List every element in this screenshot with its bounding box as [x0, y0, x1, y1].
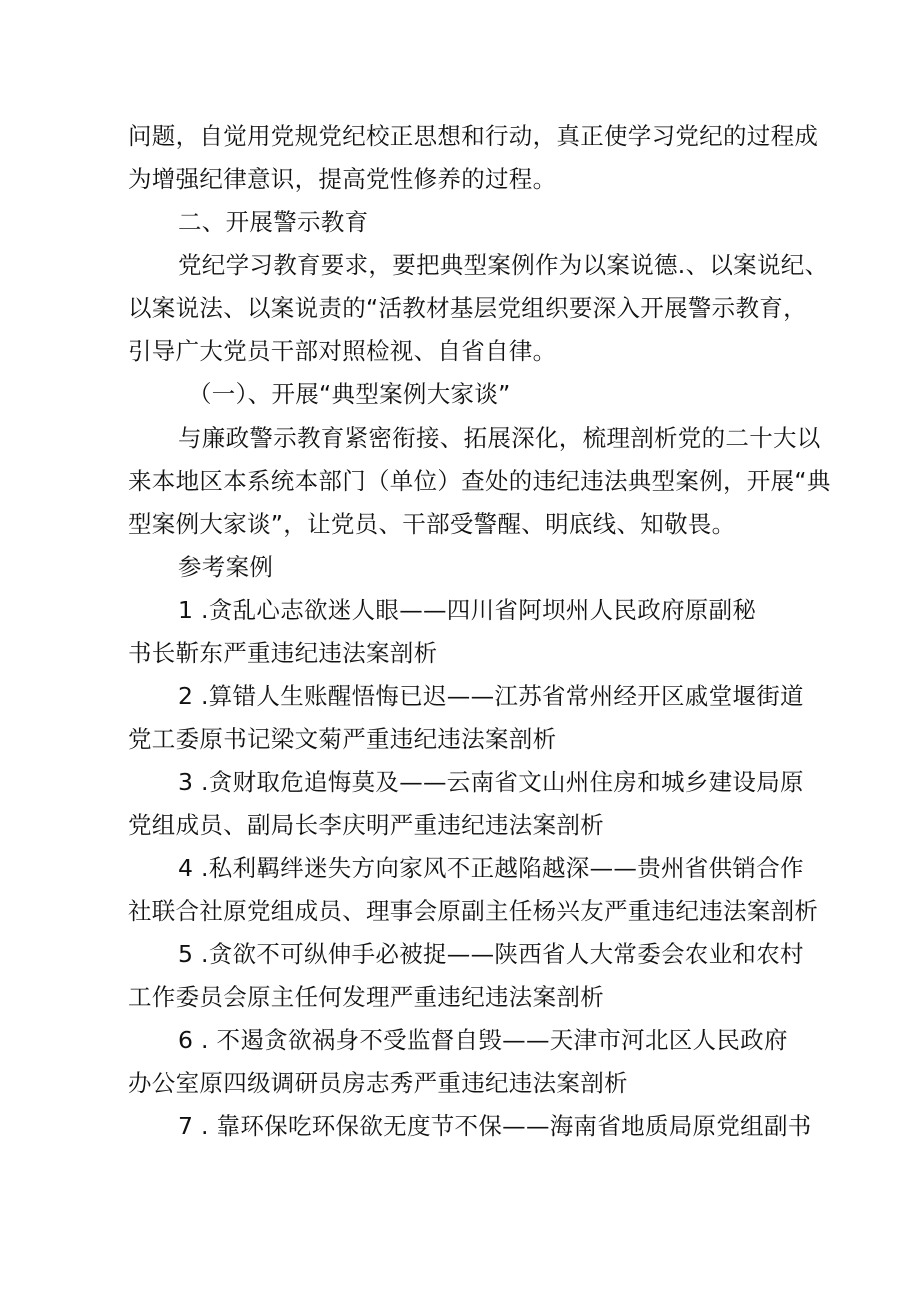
section-heading-2: 二、开展警示教育 — [178, 208, 369, 236]
paragraph-2-line-1: 党纪学习教育要求，要把典型案例作为以案说德.、以案说纪、 — [178, 251, 829, 279]
paragraph-3-line-1: 与廉政警示教育紧密衔接、拓展深化，梳理剖析党的二十大以 — [178, 424, 821, 452]
case-5-line-2: 工作委员会原主任何发理严重违纪违法案剖析 — [128, 983, 604, 1011]
paragraph-2-line-3: 引导广大党员干部对照检视、自省自律。 — [128, 337, 557, 365]
case-5-line-1: 5 .贪欲不可纵伸手必被捉——陕西省人大常委会农业和农村 — [178, 940, 804, 968]
paragraph-3-line-3: 型案例大家谈”，让党员、干部受警醒、明底线、知敬畏。 — [128, 510, 736, 538]
paragraph-1-line-2: 为增强纪律意识，提高党性修养的过程。 — [128, 165, 557, 193]
case-3-line-1: 3 .贪财取危追悔莫及——云南省文山州住房和城乡建设局原 — [178, 768, 804, 796]
case-1-line-1: 1 .贪乱心志欲迷人眼——四川省阿坝州人民政府原副秘 — [178, 596, 757, 624]
case-2-line-2: 党工委原书记梁文菊严重违纪违法案剖析 — [128, 725, 557, 753]
reference-cases-heading: 参考案例 — [178, 553, 274, 581]
case-6-line-1: 6 . 不遏贪欲祸身不受监督自毁——天津市河北区人民政府 — [178, 1026, 788, 1054]
subheading-1: （一）、开展“典型案例大家谈” — [188, 380, 511, 408]
case-7-line-1: 7 . 靠环保吃环保欲无度节不保——海南省地质局原党组副书 — [178, 1112, 812, 1140]
paragraph-2-line-2: 以案说法、以案说责的“活教材基层党组织要深入开展警示教育， — [128, 294, 807, 322]
case-4-line-2: 社联合社原党组成员、理事会原副主任杨兴友严重违纪违法案剖析 — [128, 897, 819, 925]
case-4-line-1: 4 .私利羁绊迷失方向家风不正越陷越深——贵州省供销合作 — [178, 854, 804, 882]
case-3-line-2: 党组成员、副局长李庆明严重违纪违法案剖析 — [128, 811, 604, 839]
paragraph-1-line-1: 问题，自觉用党规党纪校正思想和行动，真正使学习党纪的过程成 — [128, 122, 819, 150]
case-2-line-1: 2 .算错人生账醒悟悔已迟——江苏省常州经开区戚堂堰街道 — [178, 682, 804, 710]
case-6-line-2: 办公室原四级调研员房志秀严重违纪违法案剖析 — [128, 1069, 628, 1097]
case-1-line-2: 书长靳东严重违纪违法案剖析 — [128, 639, 438, 667]
paragraph-3-line-2: 来本地区本系统本部门（单位）查处的违纪违法典型案例，开展“典 — [128, 467, 831, 495]
